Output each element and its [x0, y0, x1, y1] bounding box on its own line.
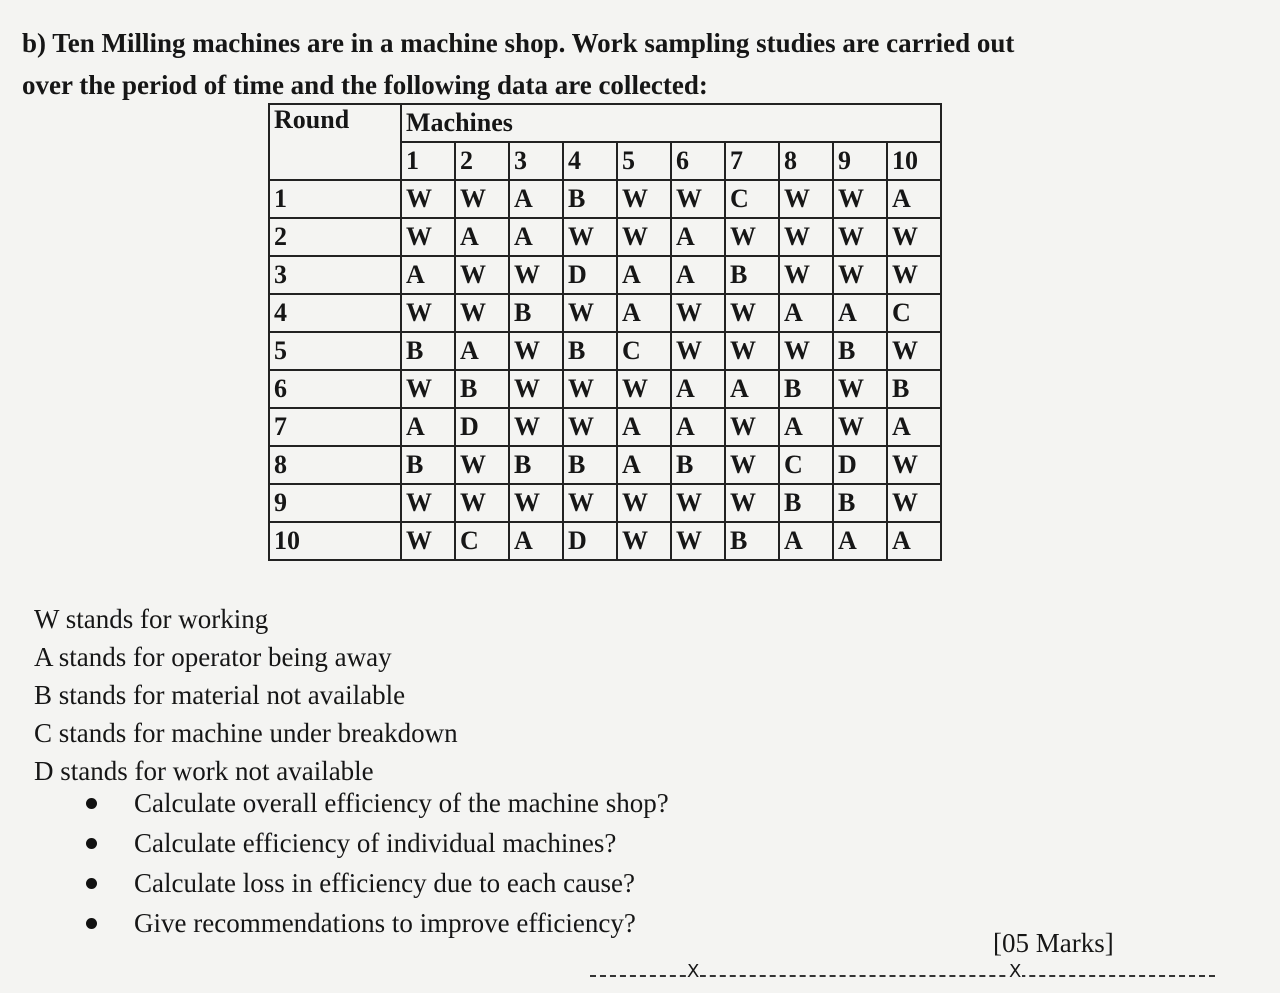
question-intro: [22, 22, 1262, 106]
status-cell: W: [617, 218, 671, 256]
machine-column-header: 9: [833, 142, 887, 180]
table-body: [269, 180, 941, 560]
status-cell: W: [455, 484, 509, 522]
status-cell: W: [725, 484, 779, 522]
machine-column-header: 3: [509, 142, 563, 180]
status-cell: B: [455, 370, 509, 408]
status-cell: W: [833, 256, 887, 294]
table-row: [269, 256, 941, 294]
divider-mark: X: [1009, 961, 1022, 982]
status-cell: W: [779, 218, 833, 256]
status-cell: C: [779, 446, 833, 484]
status-cell: W: [725, 294, 779, 332]
status-cell: B: [563, 180, 617, 218]
table-row: [269, 446, 941, 484]
status-cell: W: [509, 370, 563, 408]
status-cell: B: [563, 446, 617, 484]
status-cell: W: [671, 294, 725, 332]
status-cell: W: [563, 484, 617, 522]
status-cell: A: [833, 522, 887, 560]
status-cell: W: [887, 332, 941, 370]
status-cell: D: [833, 446, 887, 484]
status-cell: W: [671, 522, 725, 560]
question-list: [80, 783, 669, 943]
status-cell: A: [509, 218, 563, 256]
status-cell: A: [671, 408, 725, 446]
status-cell: A: [671, 218, 725, 256]
status-cell: W: [401, 218, 455, 256]
table-row: [269, 180, 941, 218]
status-cell: A: [671, 256, 725, 294]
status-cell: W: [617, 484, 671, 522]
machine-column-header: 5: [617, 142, 671, 180]
status-cell: W: [617, 180, 671, 218]
status-cell: W: [887, 218, 941, 256]
legend-item: C stands for machine under breakdown: [34, 718, 458, 748]
status-cell: A: [401, 408, 455, 446]
table-row: [269, 522, 941, 560]
legend-item: B stands for material not available: [34, 680, 406, 710]
status-cell: A: [887, 180, 941, 218]
round-number: 4: [269, 294, 401, 332]
status-cell: W: [833, 180, 887, 218]
status-cell: W: [671, 180, 725, 218]
work-sampling-table: [268, 103, 942, 561]
machine-column-header: 8: [779, 142, 833, 180]
status-cell: A: [671, 370, 725, 408]
machine-column-header: 6: [671, 142, 725, 180]
status-cell: D: [455, 408, 509, 446]
status-cell: W: [833, 408, 887, 446]
status-cell: B: [887, 370, 941, 408]
status-cell: B: [509, 446, 563, 484]
status-cell: W: [563, 218, 617, 256]
status-cell: W: [401, 484, 455, 522]
table-row: [269, 408, 941, 446]
status-cell: B: [725, 256, 779, 294]
status-cell: W: [779, 180, 833, 218]
round-number: 2: [269, 218, 401, 256]
table-header-row: [269, 104, 941, 142]
status-cell: W: [401, 370, 455, 408]
table-row: [269, 332, 941, 370]
question-line-2: over the period of time and the following data are collected:: [22, 70, 708, 100]
machine-column-header: 7: [725, 142, 779, 180]
status-cell: W: [401, 522, 455, 560]
status-cell: C: [725, 180, 779, 218]
page-divider: [590, 961, 1215, 982]
status-cell: B: [401, 332, 455, 370]
status-cell: W: [509, 332, 563, 370]
table-row: [269, 484, 941, 522]
question-item: Calculate loss in efficiency due to each cause?: [80, 863, 669, 903]
status-cell: A: [617, 256, 671, 294]
status-cell: W: [455, 256, 509, 294]
marks-label: [05 Marks]: [993, 928, 1114, 958]
divider-mark: X: [687, 961, 700, 982]
round-number: 3: [269, 256, 401, 294]
round-header: Round: [269, 104, 401, 180]
status-cell: W: [725, 408, 779, 446]
status-cell: A: [887, 522, 941, 560]
table-row: [269, 294, 941, 332]
status-cell: B: [779, 484, 833, 522]
status-cell: B: [779, 370, 833, 408]
status-cell: W: [725, 446, 779, 484]
machine-column-header: 2: [455, 142, 509, 180]
status-cell: W: [455, 446, 509, 484]
status-cell: W: [455, 294, 509, 332]
question-item: Calculate efficiency of individual machines?: [80, 823, 669, 863]
status-cell: A: [779, 522, 833, 560]
status-cell: A: [455, 218, 509, 256]
round-number: 7: [269, 408, 401, 446]
status-cell: A: [617, 446, 671, 484]
status-cell: D: [563, 256, 617, 294]
status-cell: W: [563, 408, 617, 446]
round-number: 10: [269, 522, 401, 560]
round-number: 8: [269, 446, 401, 484]
status-cell: B: [401, 446, 455, 484]
status-cell: W: [725, 332, 779, 370]
status-cell: W: [401, 294, 455, 332]
status-cell: W: [617, 370, 671, 408]
status-cell: A: [833, 294, 887, 332]
status-cell: A: [779, 294, 833, 332]
status-cell: W: [455, 180, 509, 218]
status-cell: W: [401, 180, 455, 218]
status-cell: D: [563, 522, 617, 560]
status-cell: W: [887, 446, 941, 484]
status-cell: A: [401, 256, 455, 294]
status-cell: A: [617, 294, 671, 332]
status-cell: W: [833, 218, 887, 256]
round-number: 6: [269, 370, 401, 408]
status-cell: C: [617, 332, 671, 370]
question-item: Give recommendations to improve efficiency?: [80, 903, 669, 943]
status-cell: W: [671, 332, 725, 370]
status-cell: A: [455, 332, 509, 370]
status-cell: B: [509, 294, 563, 332]
status-cell: W: [671, 484, 725, 522]
legend: [34, 600, 458, 790]
machines-header: Machines: [401, 104, 941, 142]
status-cell: B: [833, 484, 887, 522]
table-row: [269, 370, 941, 408]
status-cell: A: [509, 180, 563, 218]
status-cell: B: [671, 446, 725, 484]
status-cell: W: [725, 218, 779, 256]
status-cell: W: [617, 522, 671, 560]
machine-column-header: 1: [401, 142, 455, 180]
status-cell: C: [887, 294, 941, 332]
round-number: 5: [269, 332, 401, 370]
status-cell: W: [509, 256, 563, 294]
status-cell: A: [725, 370, 779, 408]
status-cell: W: [563, 370, 617, 408]
status-cell: W: [509, 484, 563, 522]
status-cell: W: [887, 256, 941, 294]
status-cell: W: [563, 294, 617, 332]
status-cell: W: [779, 256, 833, 294]
machine-column-header: 4: [563, 142, 617, 180]
table-row: [269, 218, 941, 256]
question-line-1: b) Ten Milling machines are in a machine shop. Work sampling studies are carried out: [22, 28, 1015, 58]
status-cell: B: [725, 522, 779, 560]
status-cell: W: [833, 370, 887, 408]
status-cell: W: [779, 332, 833, 370]
legend-item: A stands for operator being away: [34, 642, 392, 672]
machine-column-header: 10: [887, 142, 941, 180]
status-cell: B: [833, 332, 887, 370]
status-cell: B: [563, 332, 617, 370]
question-item: Calculate overall efficiency of the machine shop?: [80, 783, 669, 823]
status-cell: A: [779, 408, 833, 446]
status-cell: A: [509, 522, 563, 560]
status-cell: W: [887, 484, 941, 522]
legend-item: D stands for work not available: [34, 756, 374, 786]
legend-item: W stands for working: [34, 604, 269, 634]
status-cell: C: [455, 522, 509, 560]
status-cell: W: [509, 408, 563, 446]
status-cell: A: [617, 408, 671, 446]
round-number: 1: [269, 180, 401, 218]
round-number: 9: [269, 484, 401, 522]
status-cell: A: [887, 408, 941, 446]
